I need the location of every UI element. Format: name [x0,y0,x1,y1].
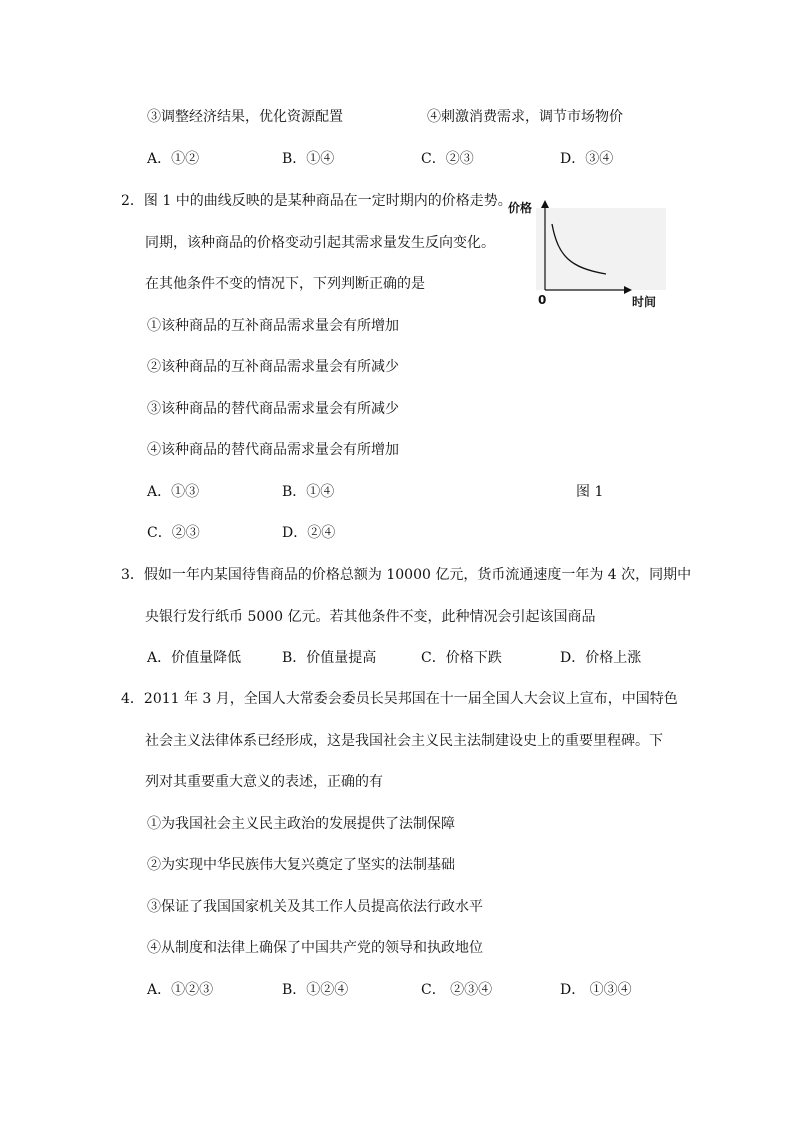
x-axis-label: 时间 [632,295,657,309]
q2-item-4: ④该种商品的替代商品需求量会有所增加 [147,442,399,458]
y-axis-label: 价格 [508,201,533,215]
q4-option-a: A．①②③ [147,982,214,998]
q2-option-c: C．②③ [147,525,200,541]
price-trend-figure [508,196,668,311]
q3-stem-line-2: 央银行发行纸币 5000 亿元。若其他条件不变，此种情况会引起该国商品 [145,609,596,625]
q4-item-2: ②为实现中华民族伟大复兴奠定了坚实的法制基础 [147,857,455,873]
q4-stem-line-3: 列对其重要重大意义的表述，正确的有 [145,774,383,790]
q3-option-a: A．价值量降低 [147,650,242,666]
q4-option-b: B．①②④ [282,982,349,998]
q2-stem-line-1: 2．图 1 中的曲线反映的是某种商品在一定时期内的价格走势。 [121,193,512,209]
q2-stem-line-2: 同期，该种商品的价格变动引起其需求量发生反向变化。 [145,235,495,251]
q1-option-a: A．①② [147,151,200,167]
q2-stem-line-3: 在其他条件不变的情况下，下列判断正确的是 [145,276,425,292]
q4-option-d: D． ①③④ [560,982,632,998]
q3-option-c: C．价格下跌 [421,650,502,666]
origin-label: 0 [538,293,547,307]
figure-scan-background [536,208,666,290]
q2-figure-caption: 图 1 [576,484,604,500]
q2-item-1: ①该种商品的互补商品需求量会有所增加 [147,318,399,334]
q2-option-d: D．②④ [282,525,336,541]
q2-option-a: A．①③ [147,484,200,500]
q4-item-3: ③保证了我国国家机关及其工作人员提高依法行政水平 [147,899,483,915]
y-axis-arrow-icon [541,200,549,208]
q3-option-b: B．价值量提高 [282,650,377,666]
q1-item-3: ③调整经济结果，优化资源配置 [147,109,343,125]
q4-option-c: C． ②③④ [421,982,493,998]
q1-option-b: B．①④ [282,151,335,167]
q4-stem-line-1: 4．2011 年 3 月，全国人大常委会委员长吴邦国在十一届全国人大会议上宣布，中国特色 [121,691,678,707]
q4-stem-line-2: 社会主义法律体系已经形成，这是我国社会主义民主法制建设史上的重要里程碑。下 [145,733,663,749]
q1-option-c: C．②③ [421,151,474,167]
q1-option-d: D．③④ [560,151,614,167]
q2-item-2: ②该种商品的互补商品需求量会有所减少 [147,359,399,375]
q3-stem-line-1: 3．假如一年内某国待售商品的价格总额为 10000 亿元，货币流通速度一年为 4 次，同期中 [121,567,692,583]
q2-item-3: ③该种商品的替代商品需求量会有所减少 [147,401,399,417]
q2-option-b: B．①④ [282,484,335,500]
q4-item-4: ④从制度和法律上确保了中国共产党的领导和执政地位 [147,940,483,956]
q3-option-d: D．价格上涨 [560,650,642,666]
q4-item-1: ①为我国社会主义民主政治的发展提供了法制保障 [147,816,455,832]
q1-item-4: ④刺激消费需求，调节市场物价 [427,109,623,125]
